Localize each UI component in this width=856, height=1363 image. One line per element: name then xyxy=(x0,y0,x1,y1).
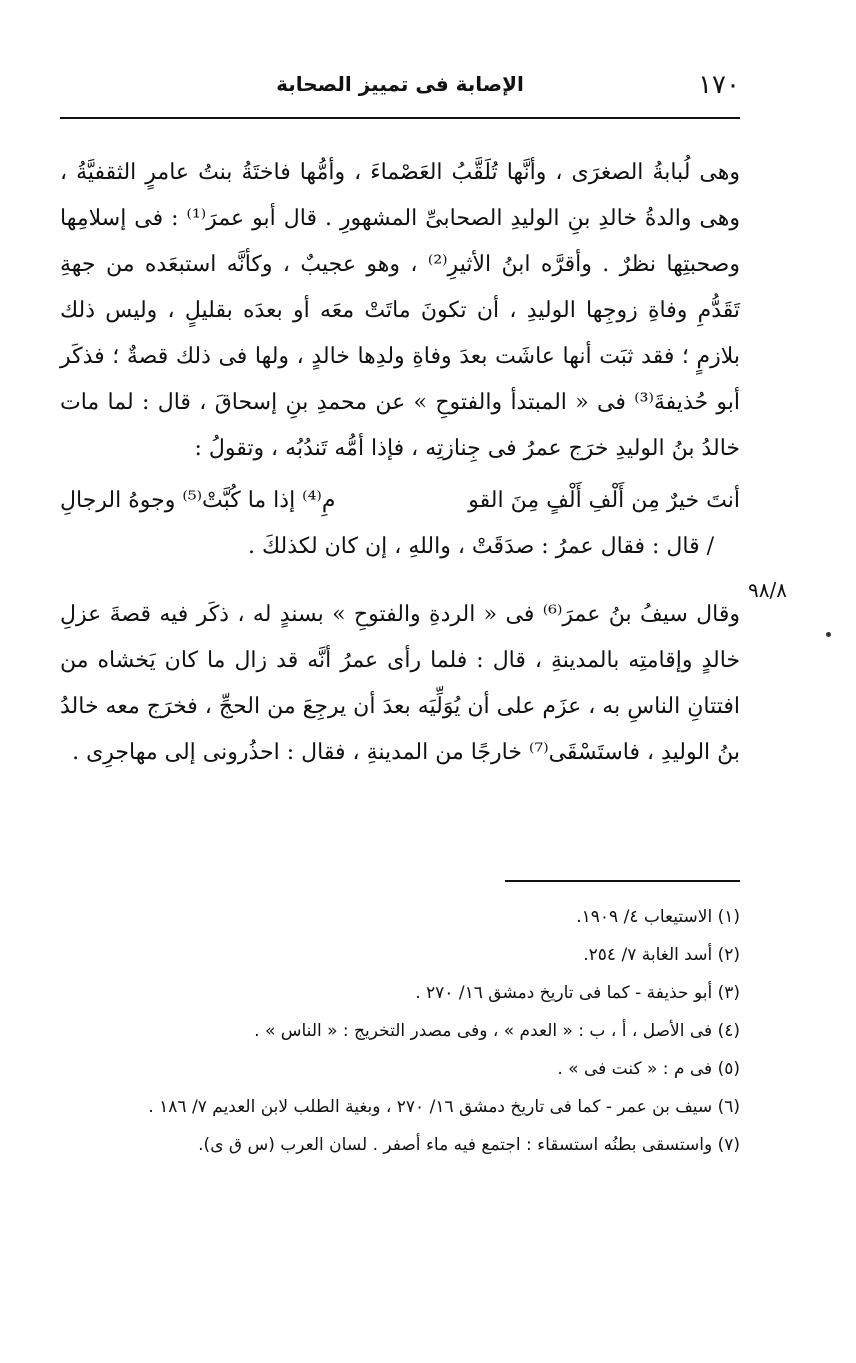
verse-first-hemistich: أنتَ خيرٌ مِن أَلْفِ أَلْفٍ مِنَ القو xyxy=(468,488,740,513)
margin-dot xyxy=(826,632,831,637)
verse-second-hemistich: مِ⁽⁴⁾ إذا ما كُبَّتْ⁽⁵⁾ وجوهُ الرجالِ xyxy=(60,488,336,513)
margin-reference: ٩٨/٨ xyxy=(748,578,787,602)
poetry-verse xyxy=(60,478,740,524)
footnotes xyxy=(60,898,740,1164)
running-title: الإصابة فى تمييز الصحابة xyxy=(276,72,524,96)
footnote-7: (٧) واستسقى بطنُه استسقاء : اجتمع فيه ماء أصفر . لسان العرب (س ق ى). xyxy=(198,1135,740,1155)
footnote-rule xyxy=(505,880,740,882)
main-text xyxy=(60,150,740,776)
footnote-1: (١) الاستيعاب ٤/ ١٩٠٩. xyxy=(576,907,740,927)
footnote-6: (٦) سيف بن عمر - كما فى تاريخ دمشق ١٦/ ٢٧٠ ، وبغية الطلب لابن العديم ٧/ ١٨٦ . xyxy=(148,1097,740,1117)
page-header xyxy=(60,70,740,106)
header-rule xyxy=(60,117,740,119)
footnote-2: (٢) أسد الغابة ٧/ ٢٥٤. xyxy=(583,945,740,965)
footnote-5: (٥) فى م : « كنت فى » . xyxy=(557,1059,740,1079)
paragraph-1: وهى لُبابةُ الصغرَى ، وأنَّها تُلَقَّبُ العَصْماءَ ، وأمُّها فاختَةُ بنتُ عامرٍ الثقفيَّةُ ، وهى والدةُ خالدِ بنِ الوليدِ الصحابىِّ المشهورِ . قال أبو عمرَ⁽¹⁾ : فى إسلامِها وصحبتِها نظرٌ . وأقرَّه ابنُ الأثيرِ⁽²⁾ ، وهو عجيبٌ ، وكأنَّه استبعَده من جهةِ تَقَدُّمِ وفاةِ زوجِها الوليدِ ، أن تكونَ ماتَتْ معَه أو بعدَه بقليلٍ ، وليس ذلك بلازمٍ ؛ فقد ثبَت أنها عاشَت بعدَ وفاةِ ولدِها خالدٍ ، ولها فى ذلك قصةٌ ؛ فذكَر أبو حُذيفةَ⁽³⁾ فى « المبتدأ والفتوحِ » عن محمدِ بنِ إسحاقَ ، قال : لما مات خالدُ بنُ الوليدِ خرَج عمرُ فى جِنازتِه ، فإذا أمُّه تَندُبُه ، وتقولُ : xyxy=(60,160,741,461)
page-number: ١٧٠ xyxy=(698,70,740,100)
footnote-3: (٣) أبو حذيفة - كما فى تاريخ دمشق ١٦/ ٢٧٠ . xyxy=(415,983,740,1003)
verse-closing-line: / قال : فقال عمرُ : صدَقَتْ ، واللهِ ، إن كان لكذلكَ . xyxy=(248,534,714,559)
footnote-4: (٤) فى الأصل ، أ ، ب : « العدم » ، وفى مصدر التخريج : « الناس » . xyxy=(254,1021,740,1041)
paragraph-2: وقال سيفُ بنُ عمرَ⁽⁶⁾ فى « الردةِ والفتوحِ » بسندٍ له ، ذكَر فيه قصةَ عزلِ خالدٍ وإقامتِه بالمدينةِ ، قال : فلما رأى عمرُ أنَّه قد زال ما كان يَخشاه من افتتانِ الناسِ به ، عزَم على أن يُوَلِّيَه بعدَ أن يرجِعَ من الحجِّ ، فخرَج معه خالدُ بنُ الوليدِ ، فاستَسْقَى⁽⁷⁾ خارجًا من المدينةِ ، فقال : احذُرونى إلى مهاجرِى . xyxy=(60,602,740,765)
